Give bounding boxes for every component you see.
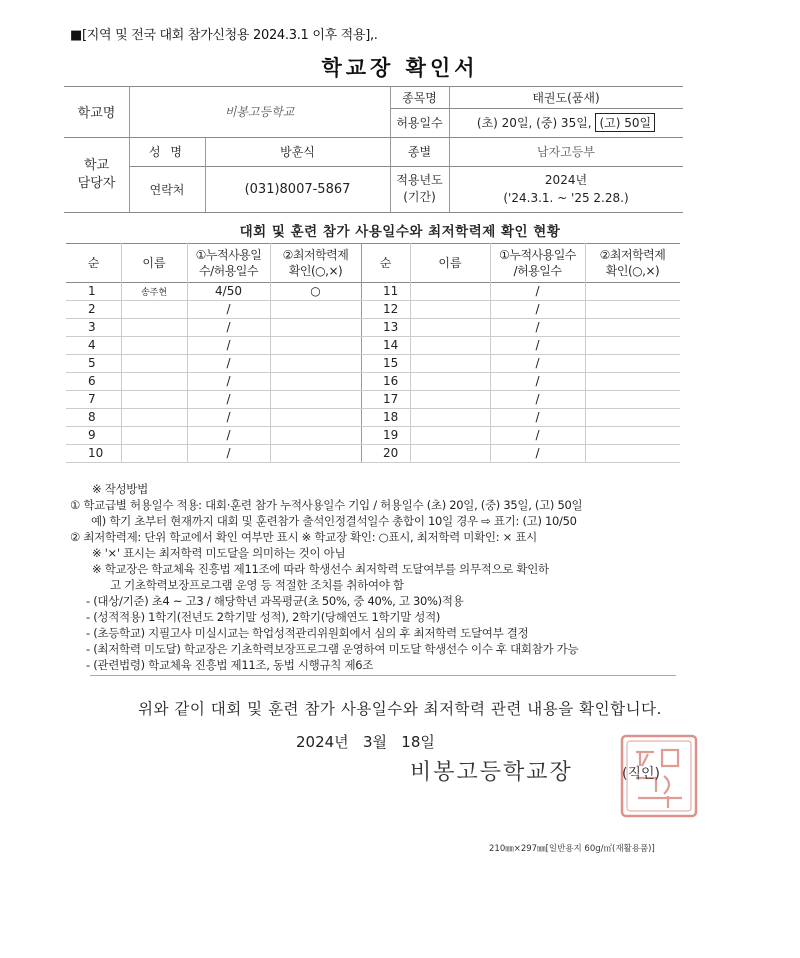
- col-header-cumulative-right-line1: ①누적사용일수: [499, 247, 576, 262]
- right-row-7-check: [585, 390, 680, 408]
- left-row-3-no: 3: [88, 320, 96, 334]
- left-row-9-name: [121, 426, 187, 444]
- school-name-label: 학교명: [77, 106, 116, 121]
- right-row-7-no: 17: [383, 392, 399, 406]
- person-label-line2: 담당자: [77, 175, 116, 191]
- right-row-5-days: /: [535, 356, 540, 370]
- apply-year-label-line1: 적용년도: [396, 173, 443, 187]
- issue-date: 2024년 3월 18일: [296, 733, 435, 751]
- right-row-4-check: [585, 336, 680, 354]
- left-row-7-check: [270, 390, 361, 408]
- guide-line-10: - (최저학력 미도달) 학교장은 기초학력보장프로그램 운영하여 미도달 학생선수 이수 후 대회참가 가능: [86, 642, 579, 656]
- left-row-2-name: [121, 300, 187, 318]
- left-row-2-days: /: [226, 302, 231, 316]
- right-row-8-no: 18: [383, 410, 399, 424]
- right-row-4-no: 14: [383, 338, 399, 352]
- left-row-3-check: [270, 318, 361, 336]
- left-row-1-check: ○: [310, 284, 321, 298]
- right-row-6-days: /: [535, 374, 540, 388]
- col-header-cumulative-left-line1: ①누적사용일: [195, 247, 262, 262]
- left-row-2-check: [270, 300, 361, 318]
- left-row-7-name: [121, 390, 187, 408]
- col-header-cumulative-right-line2: /허용일수: [513, 263, 562, 278]
- right-row-10-no: 20: [383, 446, 399, 460]
- col-header-name-right: 이름: [438, 256, 462, 270]
- guide-line-7: - (대상/기준) 초4 ~ 고3 / 해당학년 과목평균(초 50%, 중 40%, 고 30%)적용: [86, 594, 464, 608]
- left-row-10-no: 10: [88, 446, 104, 460]
- guide-line-4: ※ '×' 표시는 최저학력 미도달을 의미하는 것이 아님: [92, 546, 346, 560]
- left-row-1-days: 4/50: [215, 284, 242, 298]
- category-value: 남자고등부: [537, 145, 595, 159]
- left-row-8-days: /: [226, 410, 231, 424]
- apply-year-value: [449, 166, 683, 212]
- right-row-10-days: /: [535, 446, 540, 460]
- person-label-line1: 학교: [83, 157, 110, 173]
- left-row-10-check: [270, 444, 361, 462]
- right-row-2-days: /: [535, 302, 540, 316]
- right-row-2-check: [585, 300, 680, 318]
- left-row-6-name: [121, 372, 187, 390]
- event-value: 태권도(품새): [532, 90, 600, 105]
- guide-line-3: ② 최저학력제: 단위 학교에서 확인 여부만 표시 ※ 학교장 확인: ○표시, 최저학력 미확인: × 표시: [70, 530, 537, 544]
- left-row-4-name: [121, 336, 187, 354]
- col-header-cumulative-right: [490, 243, 585, 282]
- left-row-8-check: [270, 408, 361, 426]
- right-row-6-check: [585, 372, 680, 390]
- apply-year-label-line2: (기간): [403, 190, 436, 204]
- allowed-days-prefix: (초) 20일, (중) 35일,: [476, 116, 592, 130]
- left-row-5-name: [121, 354, 187, 372]
- right-row-5-name: [410, 354, 490, 372]
- guide-line-1: ① 학교급별 허용일수 적용: 대회·훈련 참가 누적사용일수 기입 / 허용일수 (초) 20일, (중) 35일, (고) 50일: [70, 498, 583, 512]
- left-row-4-days: /: [226, 338, 231, 352]
- left-row-5-no: 5: [88, 356, 96, 370]
- left-row-8-name: [121, 408, 187, 426]
- guide-line-11: - (관련법령) 학교체육 진흥법 제11조, 동법 시행규칙 제6조: [86, 658, 374, 672]
- left-row-9-check: [270, 426, 361, 444]
- right-row-divider: [361, 462, 680, 463]
- right-row-10-check: [585, 444, 680, 462]
- apply-year-label: [390, 166, 449, 212]
- right-row-1-check: [585, 282, 680, 300]
- right-row-5-check: [585, 354, 680, 372]
- apply-period: ('24.3.1. ~ '25 2.28.): [503, 191, 629, 205]
- category-label: 종별: [407, 145, 432, 159]
- left-row-10-days: /: [226, 446, 231, 460]
- left-row-3-days: /: [226, 320, 231, 334]
- col-header-min-left-line1: ②최저학력제: [282, 247, 349, 262]
- allowed-days-highschool: (고) 50일: [595, 113, 655, 132]
- left-row-6-check: [270, 372, 361, 390]
- col-header-cumulative-left: [187, 243, 270, 282]
- right-row-4-days: /: [535, 338, 540, 352]
- left-row-10-name: [121, 444, 187, 462]
- apply-year: 2024년: [544, 173, 588, 187]
- col-header-cumulative-left-line2: 수/허용일수: [198, 263, 258, 278]
- left-row-9-no: 9: [88, 428, 96, 442]
- right-row-1-name: [410, 282, 490, 300]
- col-header-name-left: 이름: [142, 256, 166, 270]
- seal-label: (직인): [622, 766, 660, 782]
- col-header-min-academic-left: [270, 243, 361, 282]
- col-header-no-right: 순: [379, 256, 392, 270]
- guide-line-6: 고 기초학력보장프로그램 운영 등 적절한 조치를 취하여야 함: [110, 578, 404, 592]
- guide-line-2: 예) 학기 초부터 현재까지 대회 및 훈련참가 출석인정결석일수 총합이 10일 경우 ⇨ 표기: (고) 10/50: [91, 514, 577, 528]
- right-row-8-name: [410, 408, 490, 426]
- col-header-min-right-line2: 확인(○,×): [605, 263, 660, 278]
- right-row-6-name: [410, 372, 490, 390]
- right-row-2-no: 12: [383, 302, 399, 316]
- name-value: 방훈식: [280, 145, 315, 159]
- left-row-9-days: /: [226, 428, 231, 442]
- guide-line-9: - (초등학교) 지필고사 미실시교는 학업성적관리위원회에서 심의 후 최저학력 도달여부 결정: [86, 626, 529, 640]
- left-row-5-days: /: [226, 356, 231, 370]
- contact-value: (031)8007-5867: [244, 181, 351, 197]
- signer-name: 비봉고등학교장: [410, 760, 573, 785]
- right-row-1-days: /: [535, 284, 540, 298]
- left-row-4-no: 4: [88, 338, 96, 352]
- right-row-3-days: /: [535, 320, 540, 334]
- left-row-7-no: 7: [88, 392, 96, 406]
- col-header-min-academic-right: [585, 243, 680, 282]
- col-header-min-right-line1: ②최저학력제: [599, 247, 666, 262]
- right-row-1-no: 11: [383, 284, 399, 298]
- allowed-days-label: 허용일수: [396, 116, 443, 130]
- left-row-7-days: /: [226, 392, 231, 406]
- divider: [90, 675, 676, 676]
- guide-heading: ※ 작성방법: [92, 482, 148, 496]
- right-row-8-days: /: [535, 410, 540, 424]
- name-label: 성 명: [149, 145, 185, 159]
- header-note: ■[지역 및 전국 대회 참가신청용 2024.3.1 이후 적용],.: [70, 28, 378, 43]
- right-row-4-name: [410, 336, 490, 354]
- right-row-7-name: [410, 390, 490, 408]
- right-row-3-check: [585, 318, 680, 336]
- left-row-2-no: 2: [88, 302, 96, 316]
- contact-label: 연락처: [149, 182, 185, 197]
- left-row-divider: [66, 462, 361, 463]
- guide-line-5: ※ 학교장은 학교체육 진흥법 제11조에 따라 학생선수 최저학력 도달여부를 의무적으로 확인하: [92, 562, 549, 576]
- right-row-8-check: [585, 408, 680, 426]
- left-row-4-check: [270, 336, 361, 354]
- event-label: 종목명: [402, 90, 437, 105]
- col-header-min-left-line2: 확인(○,×): [288, 263, 343, 278]
- left-row-1-name: 송주현: [140, 287, 168, 298]
- confirmation-statement: 위와 같이 대회 및 훈련 참가 사용일수와 최저학력 관련 내용을 확인합니다.: [138, 700, 662, 718]
- guide-line-8: - (성적적용) 1학기(전년도 2학기말 성적), 2학기(당해연도 1학기말 성적): [86, 610, 441, 624]
- left-row-1-no: 1: [88, 284, 96, 298]
- right-row-7-days: /: [535, 392, 540, 406]
- right-row-9-check: [585, 426, 680, 444]
- document-title: 학교장 확인서: [321, 56, 479, 80]
- right-row-9-days: /: [535, 428, 540, 442]
- school-name-value: 비봉고등학교: [224, 105, 295, 119]
- right-row-6-no: 16: [383, 374, 399, 388]
- right-row-9-name: [410, 426, 490, 444]
- status-section-title: 대회 및 훈련 참가 사용일수와 최저학력제 확인 현황: [239, 224, 561, 240]
- left-row-5-check: [270, 354, 361, 372]
- left-row-6-no: 6: [88, 374, 96, 388]
- right-row-9-no: 19: [383, 428, 399, 442]
- person-in-charge-label: [64, 137, 129, 212]
- left-row-8-no: 8: [88, 410, 96, 424]
- left-row-6-days: /: [226, 374, 231, 388]
- col-header-no-left: 순: [87, 256, 100, 270]
- right-row-10-name: [410, 444, 490, 462]
- paper-spec-footer: 210㎜×297㎜[일반용지 60g/㎡(재활용품)]: [489, 844, 655, 854]
- right-row-3-no: 13: [383, 320, 399, 334]
- left-row-3-name: [121, 318, 187, 336]
- allowed-days-value: [449, 108, 683, 137]
- right-row-2-name: [410, 300, 490, 318]
- right-row-5-no: 15: [383, 356, 399, 370]
- right-row-3-name: [410, 318, 490, 336]
